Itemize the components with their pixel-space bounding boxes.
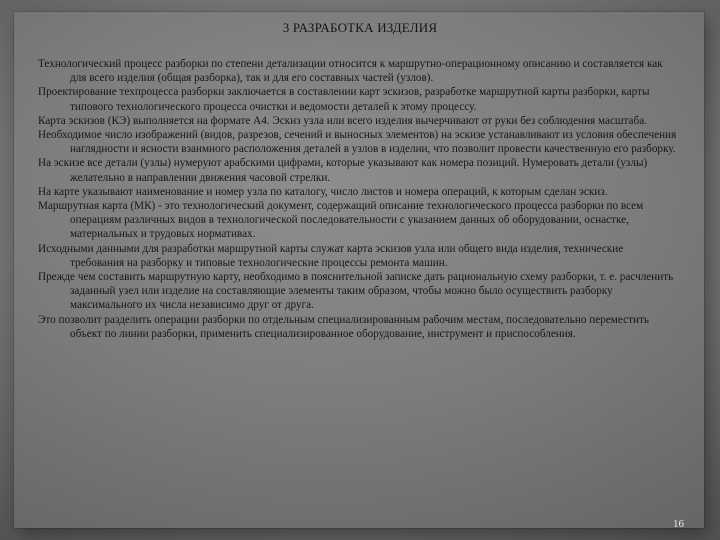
paragraph-specialized-workplaces: Это позволит разделить операции разборки по отдельным специализированным рабочим местам, последовательно переместить объект по линии разборки, применить специализированное оборудование, инструмент и приспособления. xyxy=(38,313,649,340)
paragraph-input-data: Исходными данными для разработки маршрутной карты служат карта эскизов узла или общего вида изделия, технические требования на разборку и типовые технологические процессы ремонта машин. xyxy=(38,242,624,269)
paragraph-card-info: На карте указывают наименование и номер узла по каталогу, число листов и номера операций, к которым сделан эскиз. xyxy=(38,185,608,198)
paragraph-process-description: Технологический процесс разборки по степени детализации относится к маршрутно-операционному описанию и составляется как для всего изделия (общая разборка), так и для его составных частей (узлов). xyxy=(38,58,663,85)
paragraph-route-card: Маршрутная карта (МК) - это технологический документ, содержащий описание технологического процесса разборки по всем операциям различных видов в технологической последовательности с указанием данных об оборудовании, оснастке, материальных и трудовых нормативах. xyxy=(38,200,644,241)
paragraph-number-of-views: Необходимое число изображений (видов, разрезов, сечений и выносных элементов) на эскизе устанавливают из условия обеспечения наглядности и ясности взаимного расположения деталей в узлов в изделии, что позволит провести качественную его разборку. xyxy=(38,129,677,156)
slide-body xyxy=(38,57,678,341)
paragraph-process-design: Проектирование техпроцесса разборки заключается в составлении карт эскизов, разработке маршрутной карты разборки, карты типового технологического процесса очистки и ведомости деталей к этому процессу. xyxy=(38,86,650,113)
paragraph-sketch-card: Карта эскизов (КЭ) выполняется на формате А4. Эскиз узла или всего изделия вычерчивают от руки без соблюдения масштаба. xyxy=(38,114,647,127)
paragraph-numbering: На эскизе все детали (узлы) нумеруют арабскими цифрами, которые указывают как номера позиций. Нумеровать детали (узлы) желательно в направлении движения часовой стрелки. xyxy=(38,157,648,184)
slide-title: 3 РАЗРАБОТКА ИЗДЕЛИЯ xyxy=(282,20,438,35)
page-number: 16 xyxy=(673,518,684,530)
paragraph-disassembly-scheme: Прежде чем составить маршрутную карту, необходимо в пояснительной записке дать рациональную схему разборки, т. е. расчленить заданный узел или изделие на составляющие элементы таким образом, чтобы можно было осуществить разборку максимального их числа независимо друг от друга. xyxy=(38,271,674,312)
